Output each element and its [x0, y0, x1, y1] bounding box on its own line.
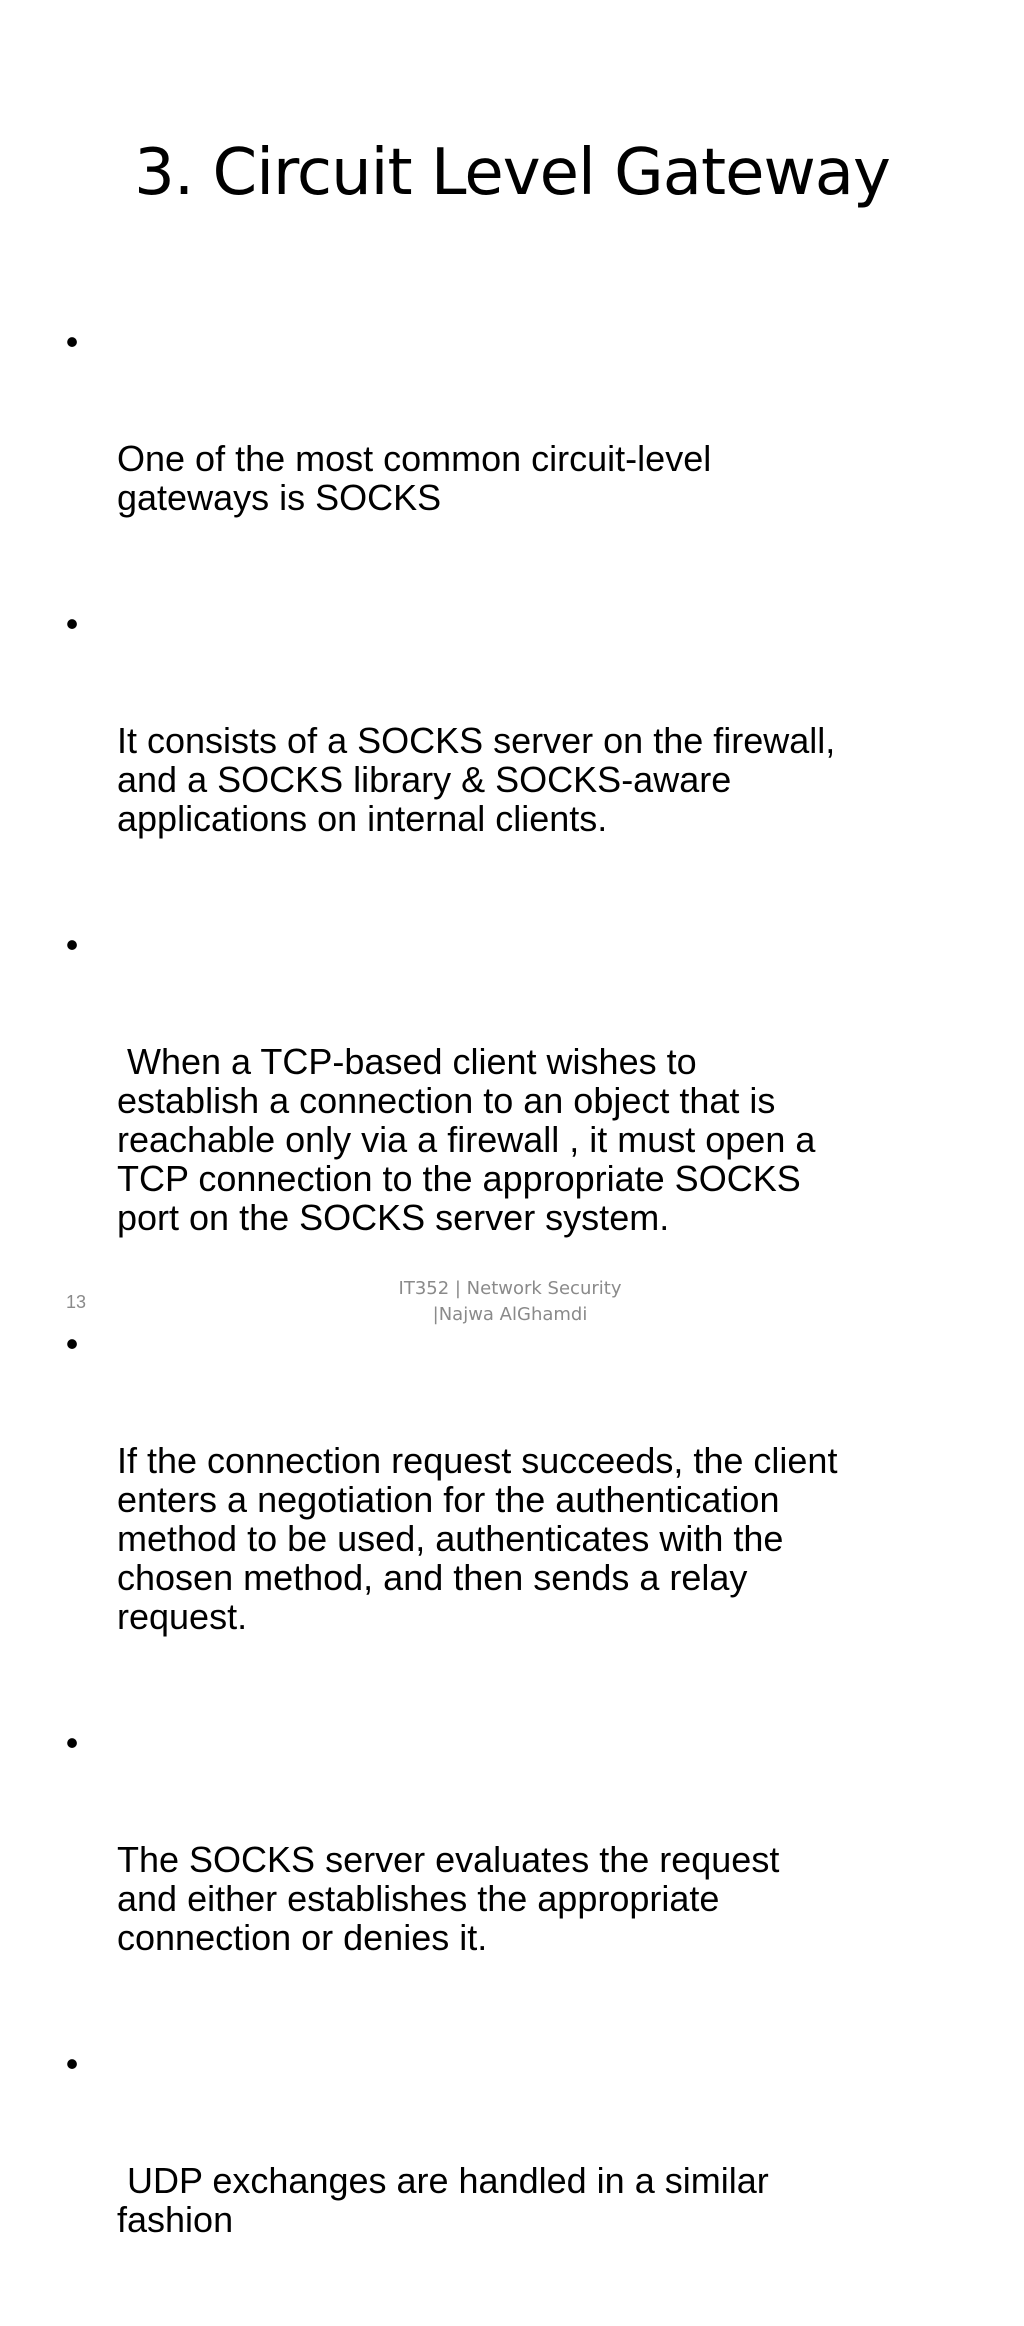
footer-author: |Najwa AlGhamdi: [432, 1304, 588, 1325]
footer-course-info: [360, 1276, 660, 1328]
bullet-item: [62, 925, 962, 1315]
footer-course-title: IT352 | Network Security: [398, 1278, 622, 1299]
bullet-text: It consists of a SOCKS server on the firewall, and a SOCKS library & SOCKS-aware applications on internal clients.: [117, 720, 836, 839]
bullet-item: [62, 2044, 962, 2317]
bullet-item: [62, 1324, 962, 1714]
bullet-icon: •: [65, 924, 79, 965]
bullet-item: [62, 604, 962, 916]
bullet-item: [62, 322, 962, 595]
bullet-icon: •: [65, 1323, 79, 1364]
bullet-icon: •: [65, 2043, 79, 2084]
bullet-text: The SOCKS server evaluates the request and either establishes the appropriate connection or denies it.: [117, 1839, 780, 1958]
bullet-text: UDP exchanges are handled in a similar fashion: [117, 2160, 769, 2240]
bullet-text: If the connection request succeeds, the client enters a negotiation for the authentication method to be used, authenticates with the chosen method, and then sends a relay request.: [117, 1440, 838, 1637]
bullet-item: [62, 1723, 962, 2035]
page-number: 13: [66, 1292, 87, 1312]
bullet-text: When a TCP-based client wishes to establish a connection to an object that is reachable only via a firewall , it must open a TCP connection to the appropriate SOCKS port on the SOCKS server system.: [117, 1041, 816, 1238]
slide-title: 3. Circuit Level Gateway: [134, 136, 890, 210]
bullet-icon: •: [65, 603, 79, 644]
bullet-icon: •: [65, 1722, 79, 1763]
bullet-icon: •: [65, 321, 79, 362]
bullet-text: One of the most common circuit-level gateways is SOCKS: [117, 438, 712, 518]
